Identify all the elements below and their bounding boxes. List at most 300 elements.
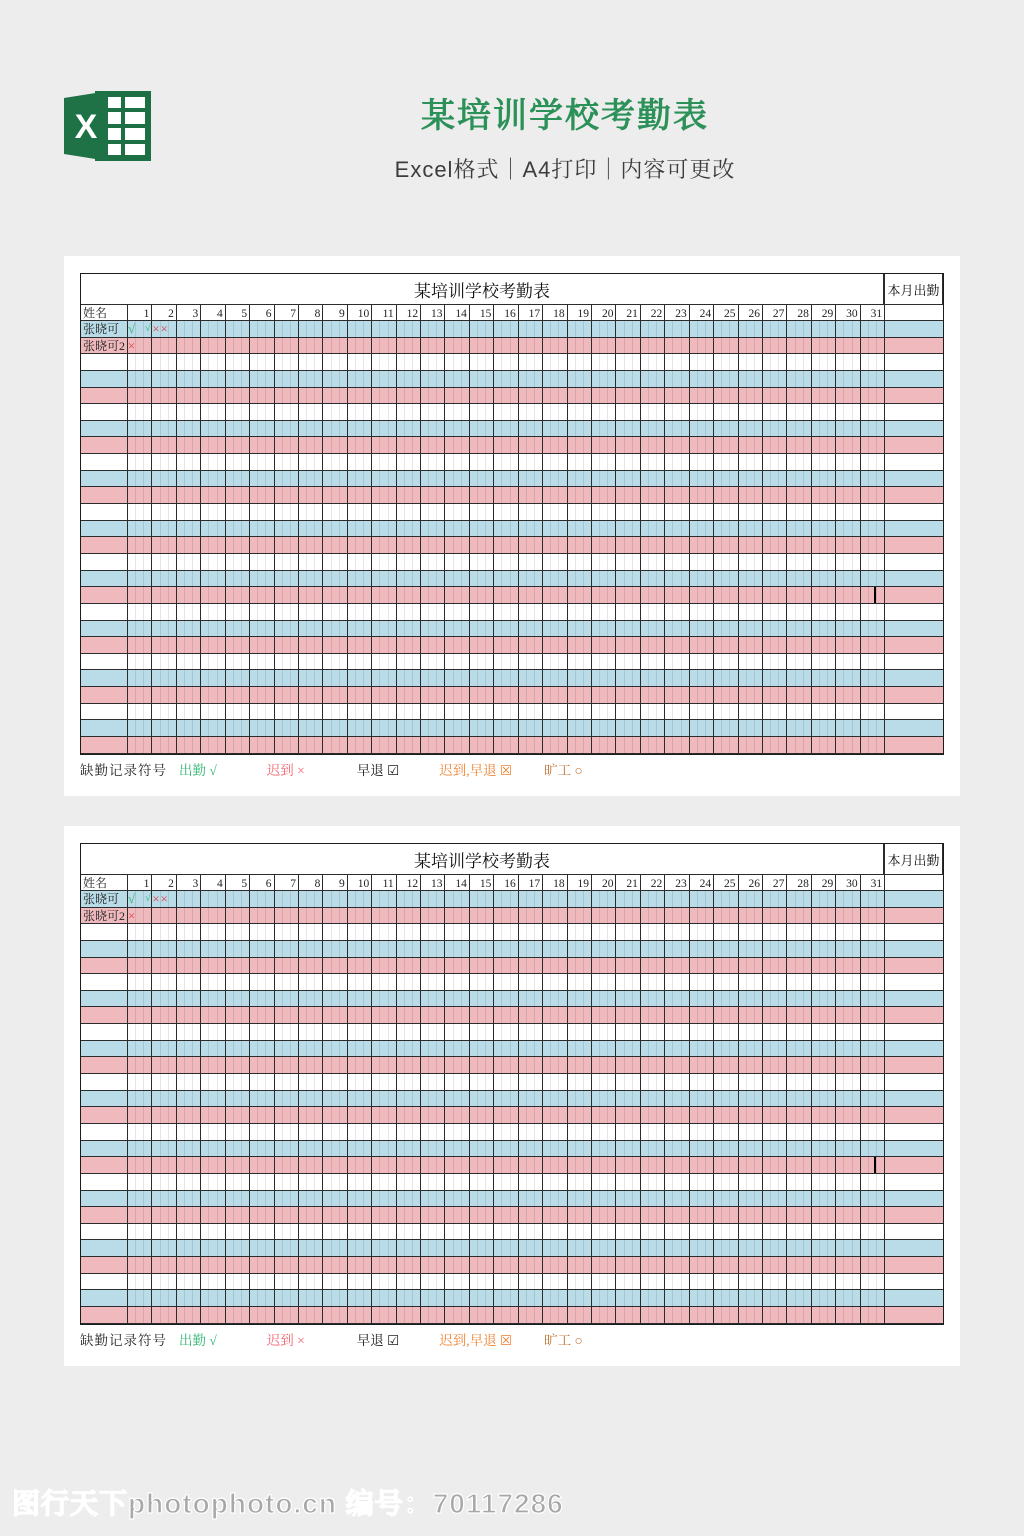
- day-subcell[interactable]: [861, 924, 868, 940]
- day-subcell[interactable]: [323, 404, 330, 420]
- day-subcell[interactable]: [519, 537, 526, 553]
- day-subcell[interactable]: [397, 388, 404, 404]
- day-subcell[interactable]: [665, 554, 672, 570]
- day-cell[interactable]: [201, 908, 225, 925]
- day-subcell[interactable]: [697, 891, 705, 907]
- day-subcell[interactable]: [803, 504, 811, 520]
- day-subcell[interactable]: [323, 521, 330, 537]
- day-cell[interactable]: [372, 1074, 396, 1091]
- day-subcell[interactable]: [208, 621, 216, 637]
- day-subcell[interactable]: [852, 338, 860, 354]
- day-subcell[interactable]: [778, 571, 786, 587]
- day-subcell[interactable]: [836, 354, 843, 370]
- day-subcell[interactable]: [250, 587, 257, 603]
- day-subcell[interactable]: [575, 1024, 583, 1040]
- day-subcell[interactable]: [128, 571, 135, 587]
- day-subcell[interactable]: [690, 537, 697, 553]
- day-subcell[interactable]: [201, 1007, 208, 1023]
- day-subcell[interactable]: [331, 737, 339, 753]
- day-cell[interactable]: [226, 924, 250, 941]
- day-cell[interactable]: [275, 537, 299, 554]
- day-cell[interactable]: [348, 991, 372, 1008]
- day-subcell[interactable]: [184, 670, 192, 686]
- day-subcell[interactable]: [250, 1007, 257, 1023]
- day-cell[interactable]: [592, 587, 616, 604]
- day-subcell[interactable]: [282, 537, 290, 553]
- day-cell[interactable]: [519, 1091, 543, 1108]
- day-subcell[interactable]: [607, 437, 615, 453]
- day-subcell[interactable]: [331, 974, 339, 990]
- day-subcell[interactable]: [355, 670, 363, 686]
- day-subcell[interactable]: [143, 421, 151, 437]
- student-name-cell[interactable]: [81, 521, 128, 538]
- day-cell[interactable]: [543, 321, 567, 338]
- day-subcell[interactable]: [275, 941, 282, 957]
- day-subcell[interactable]: [477, 604, 485, 620]
- day-subcell[interactable]: [795, 1057, 803, 1073]
- day-cell[interactable]: [861, 704, 885, 721]
- day-cell[interactable]: [397, 621, 421, 638]
- day-subcell[interactable]: [168, 338, 176, 354]
- day-cell[interactable]: [372, 637, 396, 654]
- day-subcell[interactable]: [827, 354, 835, 370]
- day-subcell[interactable]: [177, 404, 184, 420]
- day-subcell[interactable]: [592, 637, 599, 653]
- day-subcell[interactable]: [836, 1024, 843, 1040]
- day-subcell[interactable]: [697, 924, 705, 940]
- day-subcell[interactable]: [160, 687, 168, 703]
- day-subcell[interactable]: [363, 737, 371, 753]
- day-subcell[interactable]: [470, 720, 477, 736]
- day-subcell[interactable]: [705, 958, 713, 974]
- day-subcell[interactable]: [861, 388, 868, 404]
- day-cell[interactable]: [519, 487, 543, 504]
- day-subcell[interactable]: [421, 371, 428, 387]
- day-subcell[interactable]: [648, 604, 656, 620]
- day-subcell[interactable]: [819, 687, 827, 703]
- day-subcell[interactable]: [827, 537, 835, 553]
- day-cell[interactable]: [543, 1041, 567, 1058]
- day-subcell[interactable]: [339, 471, 347, 487]
- day-subcell[interactable]: [778, 371, 786, 387]
- day-cell[interactable]: [812, 354, 836, 371]
- day-subcell[interactable]: [208, 720, 216, 736]
- day-subcell[interactable]: [233, 571, 241, 587]
- day-subcell[interactable]: [461, 637, 469, 653]
- day-cell[interactable]: [641, 321, 665, 338]
- day-subcell[interactable]: [770, 924, 778, 940]
- day-cell[interactable]: [592, 991, 616, 1008]
- day-cell[interactable]: [323, 454, 347, 471]
- day-subcell[interactable]: [770, 941, 778, 957]
- day-subcell[interactable]: [428, 720, 436, 736]
- day-cell[interactable]: [445, 338, 469, 355]
- day-subcell[interactable]: [314, 454, 322, 470]
- day-cell[interactable]: [543, 537, 567, 554]
- day-subcell[interactable]: [226, 338, 233, 354]
- day-subcell[interactable]: [648, 737, 656, 753]
- day-subcell[interactable]: [575, 958, 583, 974]
- day-subcell[interactable]: [501, 371, 509, 387]
- day-subcell[interactable]: [348, 521, 355, 537]
- day-subcell[interactable]: [348, 604, 355, 620]
- day-subcell[interactable]: [348, 704, 355, 720]
- day-subcell[interactable]: [428, 1057, 436, 1073]
- day-subcell[interactable]: [868, 737, 876, 753]
- day-cell[interactable]: [177, 958, 201, 975]
- day-cell[interactable]: [201, 504, 225, 521]
- day-subcell[interactable]: [436, 1041, 444, 1057]
- day-subcell[interactable]: [331, 587, 339, 603]
- day-cell[interactable]: [568, 687, 592, 704]
- day-cell[interactable]: [470, 487, 494, 504]
- day-subcell[interactable]: [510, 720, 518, 736]
- day-subcell[interactable]: [477, 571, 485, 587]
- day-cell[interactable]: [470, 554, 494, 571]
- day-subcell[interactable]: [461, 891, 469, 907]
- day-subcell[interactable]: [143, 1074, 151, 1090]
- day-cell[interactable]: [568, 371, 592, 388]
- day-subcell[interactable]: [501, 504, 509, 520]
- day-subcell[interactable]: [819, 604, 827, 620]
- day-subcell[interactable]: [241, 1074, 249, 1090]
- day-subcell[interactable]: [397, 1057, 404, 1073]
- day-subcell[interactable]: [714, 958, 721, 974]
- day-subcell[interactable]: [160, 504, 168, 520]
- day-subcell[interactable]: [421, 974, 428, 990]
- day-cell[interactable]: [250, 571, 274, 588]
- day-subcell[interactable]: [217, 974, 225, 990]
- day-subcell[interactable]: [184, 321, 192, 337]
- day-cell[interactable]: [690, 388, 714, 405]
- day-cell[interactable]: [250, 1041, 274, 1058]
- day-subcell[interactable]: [299, 1041, 306, 1057]
- day-cell[interactable]: [250, 1024, 274, 1041]
- day-subcell[interactable]: [641, 704, 648, 720]
- day-subcell[interactable]: [331, 404, 339, 420]
- day-cell[interactable]: [812, 571, 836, 588]
- day-cell[interactable]: [690, 571, 714, 588]
- day-cell[interactable]: [299, 720, 323, 737]
- day-subcell[interactable]: [226, 354, 233, 370]
- day-subcell[interactable]: [592, 421, 599, 437]
- day-subcell[interactable]: [690, 687, 697, 703]
- day-cell[interactable]: [616, 637, 640, 654]
- day-cell[interactable]: [421, 924, 445, 941]
- day-cell[interactable]: [201, 637, 225, 654]
- day-subcell[interactable]: [714, 421, 721, 437]
- day-subcell[interactable]: [241, 621, 249, 637]
- day-subcell[interactable]: [397, 371, 404, 387]
- day-subcell[interactable]: [861, 1007, 868, 1023]
- day-subcell[interactable]: [201, 1074, 208, 1090]
- day-cell[interactable]: [861, 637, 885, 654]
- day-cell[interactable]: [519, 604, 543, 621]
- day-subcell[interactable]: [672, 737, 680, 753]
- day-subcell[interactable]: [372, 388, 379, 404]
- day-subcell[interactable]: [250, 554, 257, 570]
- day-subcell[interactable]: [583, 454, 591, 470]
- day-subcell[interactable]: [558, 704, 566, 720]
- day-subcell[interactable]: [323, 371, 330, 387]
- day-subcell[interactable]: [624, 471, 632, 487]
- day-subcell[interactable]: [827, 941, 835, 957]
- day-subcell[interactable]: [290, 404, 298, 420]
- day-subcell[interactable]: [641, 908, 648, 924]
- day-cell[interactable]: [763, 587, 787, 604]
- day-subcell[interactable]: [827, 437, 835, 453]
- day-cell[interactable]: [445, 974, 469, 991]
- day-cell[interactable]: [836, 554, 860, 571]
- day-subcell[interactable]: [184, 687, 192, 703]
- day-subcell[interactable]: [746, 587, 754, 603]
- day-subcell[interactable]: [428, 621, 436, 637]
- day-cell[interactable]: [323, 991, 347, 1008]
- day-subcell[interactable]: [746, 720, 754, 736]
- day-subcell[interactable]: [404, 338, 412, 354]
- day-subcell[interactable]: [299, 720, 306, 736]
- day-subcell[interactable]: [534, 404, 542, 420]
- day-cell[interactable]: [836, 637, 860, 654]
- day-cell[interactable]: [836, 1074, 860, 1091]
- day-subcell[interactable]: [282, 354, 290, 370]
- day-subcell[interactable]: [323, 571, 330, 587]
- day-subcell[interactable]: [681, 720, 689, 736]
- day-cell[interactable]: [763, 958, 787, 975]
- day-cell[interactable]: [861, 504, 885, 521]
- day-subcell[interactable]: [397, 908, 404, 924]
- day-subcell[interactable]: [787, 437, 794, 453]
- day-subcell[interactable]: [485, 958, 493, 974]
- student-name-cell[interactable]: [81, 354, 128, 371]
- day-subcell[interactable]: [501, 604, 509, 620]
- day-subcell[interactable]: [314, 704, 322, 720]
- day-cell[interactable]: [323, 1057, 347, 1074]
- day-subcell[interactable]: [681, 371, 689, 387]
- day-cell[interactable]: [568, 670, 592, 687]
- day-subcell[interactable]: [812, 891, 819, 907]
- day-cell[interactable]: [226, 1041, 250, 1058]
- day-subcell[interactable]: [526, 1024, 534, 1040]
- day-subcell[interactable]: [501, 637, 509, 653]
- day-subcell[interactable]: [160, 1024, 168, 1040]
- day-subcell[interactable]: [372, 1041, 379, 1057]
- day-cell[interactable]: [568, 421, 592, 438]
- day-subcell[interactable]: [282, 521, 290, 537]
- day-subcell[interactable]: [412, 554, 420, 570]
- day-subcell[interactable]: [226, 587, 233, 603]
- day-subcell[interactable]: [746, 388, 754, 404]
- day-subcell[interactable]: [739, 908, 746, 924]
- day-subcell[interactable]: [632, 421, 640, 437]
- day-cell[interactable]: [152, 908, 176, 925]
- day-subcell[interactable]: [152, 720, 159, 736]
- day-cell[interactable]: [323, 421, 347, 438]
- day-subcell[interactable]: [729, 437, 737, 453]
- day-subcell[interactable]: [379, 454, 387, 470]
- day-cell[interactable]: [812, 621, 836, 638]
- day-subcell[interactable]: [770, 338, 778, 354]
- day-cell[interactable]: [519, 354, 543, 371]
- day-subcell[interactable]: [355, 991, 363, 1007]
- day-subcell[interactable]: [746, 1057, 754, 1073]
- day-subcell[interactable]: [819, 621, 827, 637]
- day-subcell[interactable]: [152, 1057, 159, 1073]
- day-subcell[interactable]: [184, 1091, 192, 1107]
- day-subcell[interactable]: [705, 704, 713, 720]
- day-subcell[interactable]: [241, 654, 249, 670]
- day-subcell[interactable]: [575, 471, 583, 487]
- day-subcell[interactable]: [714, 338, 721, 354]
- day-subcell[interactable]: [721, 321, 729, 337]
- day-subcell[interactable]: [583, 891, 591, 907]
- day-subcell[interactable]: [526, 487, 534, 503]
- day-cell[interactable]: [445, 891, 469, 908]
- day-subcell[interactable]: [257, 604, 265, 620]
- day-subcell[interactable]: [290, 654, 298, 670]
- day-cell[interactable]: [861, 670, 885, 687]
- day-subcell[interactable]: [510, 421, 518, 437]
- day-cell[interactable]: [763, 437, 787, 454]
- day-cell[interactable]: [299, 554, 323, 571]
- day-subcell[interactable]: [714, 737, 721, 753]
- day-subcell[interactable]: [690, 1041, 697, 1057]
- day-subcell[interactable]: [624, 604, 632, 620]
- day-subcell[interactable]: [184, 404, 192, 420]
- day-subcell[interactable]: [168, 437, 176, 453]
- day-subcell[interactable]: [656, 974, 664, 990]
- day-subcell[interactable]: [721, 604, 729, 620]
- day-subcell[interactable]: [632, 704, 640, 720]
- day-subcell[interactable]: [201, 604, 208, 620]
- day-subcell[interactable]: [241, 704, 249, 720]
- day-subcell[interactable]: [665, 891, 672, 907]
- day-subcell[interactable]: [445, 321, 452, 337]
- day-subcell[interactable]: [690, 974, 697, 990]
- day-cell[interactable]: [128, 504, 152, 521]
- day-subcell[interactable]: [388, 687, 396, 703]
- day-subcell[interactable]: [160, 587, 168, 603]
- day-subcell[interactable]: [681, 504, 689, 520]
- day-subcell[interactable]: [739, 1024, 746, 1040]
- summary-value-cell[interactable]: [885, 471, 943, 488]
- day-subcell[interactable]: [233, 487, 241, 503]
- day-subcell[interactable]: [770, 704, 778, 720]
- day-subcell[interactable]: [632, 1007, 640, 1023]
- day-cell[interactable]: [152, 958, 176, 975]
- day-subcell[interactable]: [876, 670, 884, 686]
- day-subcell[interactable]: [290, 1091, 298, 1107]
- day-subcell[interactable]: [233, 338, 241, 354]
- day-subcell[interactable]: [787, 958, 794, 974]
- day-subcell[interactable]: [290, 521, 298, 537]
- day-subcell[interactable]: [843, 388, 851, 404]
- day-subcell[interactable]: [160, 537, 168, 553]
- day-subcell[interactable]: [453, 670, 461, 686]
- day-subcell[interactable]: [665, 654, 672, 670]
- day-subcell[interactable]: [690, 1074, 697, 1090]
- day-subcell[interactable]: [519, 637, 526, 653]
- day-subcell[interactable]: [143, 604, 151, 620]
- day-subcell[interactable]: [397, 621, 404, 637]
- day-subcell[interactable]: [217, 670, 225, 686]
- day-subcell[interactable]: [624, 637, 632, 653]
- day-subcell[interactable]: [282, 621, 290, 637]
- day-subcell[interactable]: [795, 704, 803, 720]
- day-subcell[interactable]: [803, 1041, 811, 1057]
- day-subcell[interactable]: [379, 338, 387, 354]
- day-subcell[interactable]: [690, 571, 697, 587]
- day-subcell[interactable]: [477, 404, 485, 420]
- day-cell[interactable]: [397, 908, 421, 925]
- day-subcell[interactable]: [372, 504, 379, 520]
- day-subcell[interactable]: [397, 637, 404, 653]
- day-subcell[interactable]: [526, 537, 534, 553]
- day-cell[interactable]: [323, 554, 347, 571]
- day-subcell[interactable]: [836, 974, 843, 990]
- day-subcell[interactable]: [453, 471, 461, 487]
- day-subcell[interactable]: [257, 587, 265, 603]
- day-subcell[interactable]: [372, 958, 379, 974]
- day-subcell[interactable]: [421, 637, 428, 653]
- day-subcell[interactable]: [428, 654, 436, 670]
- day-subcell[interactable]: [876, 924, 884, 940]
- day-subcell[interactable]: [583, 908, 591, 924]
- day-subcell[interactable]: [583, 991, 591, 1007]
- day-subcell[interactable]: [787, 737, 794, 753]
- day-subcell[interactable]: [201, 487, 208, 503]
- day-subcell[interactable]: [787, 637, 794, 653]
- day-cell[interactable]: [152, 737, 176, 754]
- day-subcell[interactable]: [217, 554, 225, 570]
- day-subcell[interactable]: [461, 388, 469, 404]
- day-cell[interactable]: [470, 1041, 494, 1058]
- day-subcell[interactable]: [241, 1091, 249, 1107]
- day-subcell[interactable]: [714, 687, 721, 703]
- day-cell[interactable]: [445, 720, 469, 737]
- day-subcell[interactable]: [739, 354, 746, 370]
- day-subcell[interactable]: [494, 454, 501, 470]
- day-cell[interactable]: [592, 670, 616, 687]
- day-subcell[interactable]: [168, 388, 176, 404]
- day-subcell[interactable]: [379, 1024, 387, 1040]
- day-subcell[interactable]: [265, 924, 273, 940]
- day-subcell[interactable]: [143, 338, 151, 354]
- day-subcell[interactable]: [494, 1057, 501, 1073]
- day-subcell[interactable]: [746, 604, 754, 620]
- day-subcell[interactable]: [226, 421, 233, 437]
- day-subcell[interactable]: [404, 1007, 412, 1023]
- day-subcell[interactable]: [265, 321, 273, 337]
- day-cell[interactable]: [690, 891, 714, 908]
- day-subcell[interactable]: [729, 321, 737, 337]
- summary-value-cell[interactable]: [885, 354, 943, 371]
- day-cell[interactable]: [494, 621, 518, 638]
- day-subcell[interactable]: [290, 991, 298, 1007]
- day-cell[interactable]: [592, 338, 616, 355]
- day-cell[interactable]: [739, 504, 763, 521]
- day-subcell[interactable]: [412, 454, 420, 470]
- day-subcell[interactable]: [241, 1057, 249, 1073]
- day-subcell[interactable]: [543, 437, 550, 453]
- day-subcell[interactable]: [819, 504, 827, 520]
- day-subcell[interactable]: [510, 454, 518, 470]
- day-subcell[interactable]: [543, 1007, 550, 1023]
- day-cell[interactable]: [665, 670, 689, 687]
- day-cell[interactable]: [250, 1057, 274, 1074]
- day-subcell[interactable]: [152, 587, 159, 603]
- day-cell[interactable]: [592, 371, 616, 388]
